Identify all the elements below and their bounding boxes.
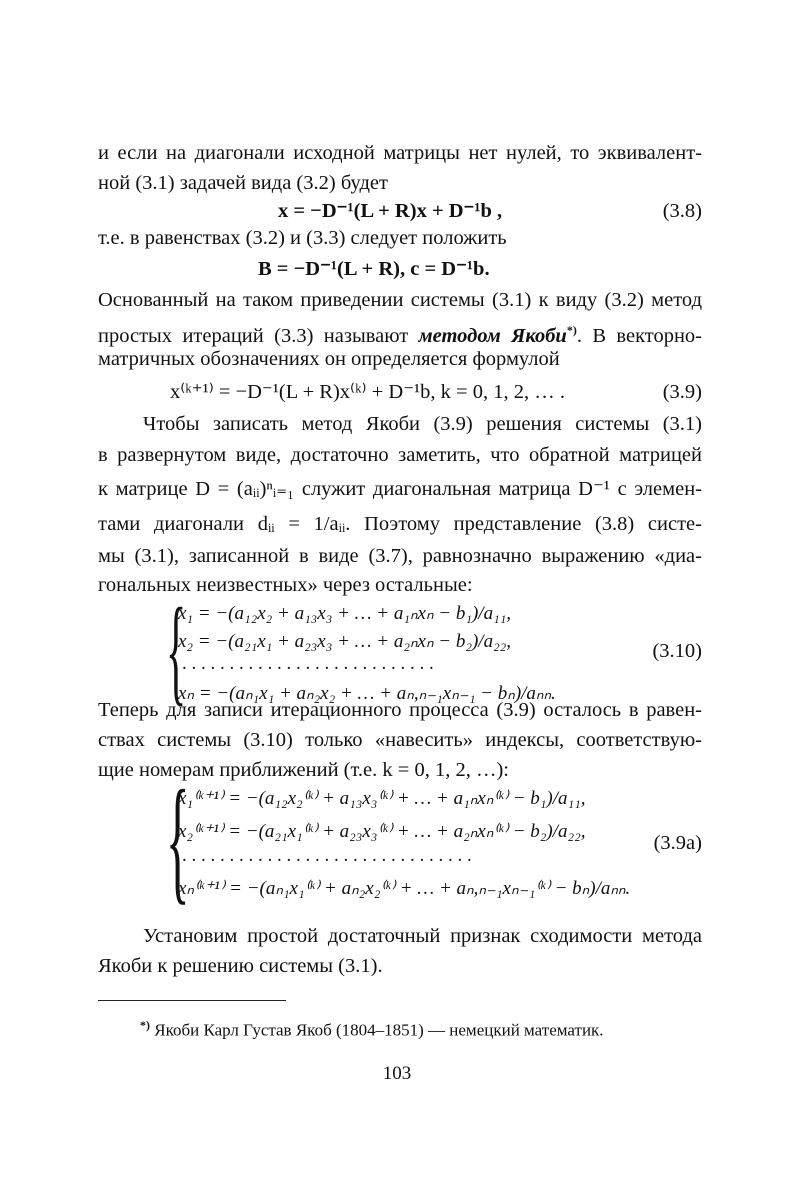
equation-number: (3.8) xyxy=(662,200,702,222)
text-line: мы (3.1), записанной в виде (3.7), равнозначно выражению «диа- xyxy=(98,545,702,567)
text-line: т.е. в равенствах (3.2) и (3.3) следует положить xyxy=(98,227,507,249)
text-line: ствах системы (3.10) только «навесить» индексы, соответствую- xyxy=(98,729,702,751)
system-line: x₁⁽ᵏ⁺¹⁾ = −(a₁₂x₂⁽ᵏ⁾ + a₁₃x₃⁽ᵏ⁾ + … + a₁ₙxₙ⁽ᵏ⁾ − b₁)/a₁₁, xyxy=(178,788,586,809)
text-line: ной (3.1) задачей вида (3.2) будет xyxy=(98,172,388,194)
system-line: xₙ⁽ᵏ⁺¹⁾ = −(aₙ₁x₁⁽ᵏ⁾ + aₙ₂x₂⁽ᵏ⁾ + … + aₙ,ₙ₋₁xₙ₋₁⁽ᵏ⁾ − bₙ)/aₙₙ. xyxy=(178,878,631,899)
system-dots: . . . . . . . . . . . . . . . . . . . . . . . . . . . . . . . xyxy=(182,845,472,866)
left-brace: { xyxy=(166,583,187,716)
text-line: Чтобы записать метод Якоби (3.9) решения системы (3.1) xyxy=(143,413,702,435)
text-line: к матрице D = (aᵢᵢ)ⁿᵢ₌₁ служит диагональная матрица D⁻¹ с элемен- xyxy=(98,478,702,500)
text-line xyxy=(98,317,702,349)
footnote xyxy=(140,1018,604,1041)
footnote-divider xyxy=(98,1000,286,1001)
left-brace: { xyxy=(166,762,190,917)
equation-formula: x = −D⁻¹(L + R)x + D⁻¹b , xyxy=(278,200,503,222)
equation-formula: x⁽ᵏ⁺¹⁾ = −D⁻¹(L + R)x⁽ᵏ⁾ + D⁻¹b, k = 0, 1, 2, … . xyxy=(170,381,565,403)
text-line: гональных неизвестных» через остальные: xyxy=(98,574,473,596)
text-line: в развернутом виде, достаточно заметить, что обратной матрицей xyxy=(98,444,702,466)
page-number: 103 xyxy=(382,1063,412,1084)
text: простых итераций (3.3) называют xyxy=(98,324,419,347)
equation-number: (3.9a) xyxy=(653,832,702,854)
system-dots: . . . . . . . . . . . . . . . . . . . . . . . . . . . xyxy=(182,653,434,674)
text-line: матричных обозначениях он определяется формулой xyxy=(98,348,560,370)
text-line: тами диагонали dᵢᵢ = 1/aᵢᵢ. Поэтому представление (3.8) систе- xyxy=(98,513,702,535)
term-jacobi-method: методом Якоби xyxy=(418,324,567,347)
footnote-text: Якоби Карл Густав Якоб (1804–1851) — немецкий математик. xyxy=(150,1020,604,1040)
equation-number: (3.9) xyxy=(662,381,702,403)
text-line: Основанный на таком приведении системы (3.1) к виду (3.2) метод xyxy=(98,289,702,311)
text-line: Установим простой достаточный признак сходимости метода xyxy=(143,925,702,947)
system-line: x₂⁽ᵏ⁺¹⁾ = −(a₂₁x₁⁽ᵏ⁾ + a₂₃x₃⁽ᵏ⁾ + … + a₂ₙxₙ⁽ᵏ⁾ − b₂)/a₂₂, xyxy=(178,821,586,842)
text-line: Теперь для записи итерационного процесса (3.9) осталось в равен- xyxy=(98,699,702,721)
text-line: и если на диагонали исходной матрицы нет нулей, то эквивалент- xyxy=(98,142,702,164)
text-line: Якоби к решению системы (3.1). xyxy=(98,955,383,977)
equation-formula: B = −D⁻¹(L + R), c = D⁻¹b. xyxy=(258,258,490,280)
text-line: щие номерам приближений (т.е. k = 0, 1, 2, …): xyxy=(98,759,509,781)
system-line: x₂ = −(a₂₁x₁ + a₂₃x₃ + … + a₂ₙxₙ − b₂)/a₂₂, xyxy=(178,631,512,652)
footnote-marker: *) xyxy=(140,1018,150,1032)
system-line: xₙ = −(aₙ₁x₁ + aₙ₂x₂ + … + aₙ,ₙ₋₁xₙ₋₁ − bₙ)/aₙₙ. xyxy=(178,683,556,704)
system-line: x₁ = −(a₁₂x₂ + a₁₃x₃ + … + a₁ₙxₙ − b₁)/a₁₁, xyxy=(178,603,512,624)
equation-number: (3.10) xyxy=(652,640,702,662)
footnote-marker[interactable]: *) xyxy=(566,323,577,337)
text: . В векторно- xyxy=(576,324,702,347)
